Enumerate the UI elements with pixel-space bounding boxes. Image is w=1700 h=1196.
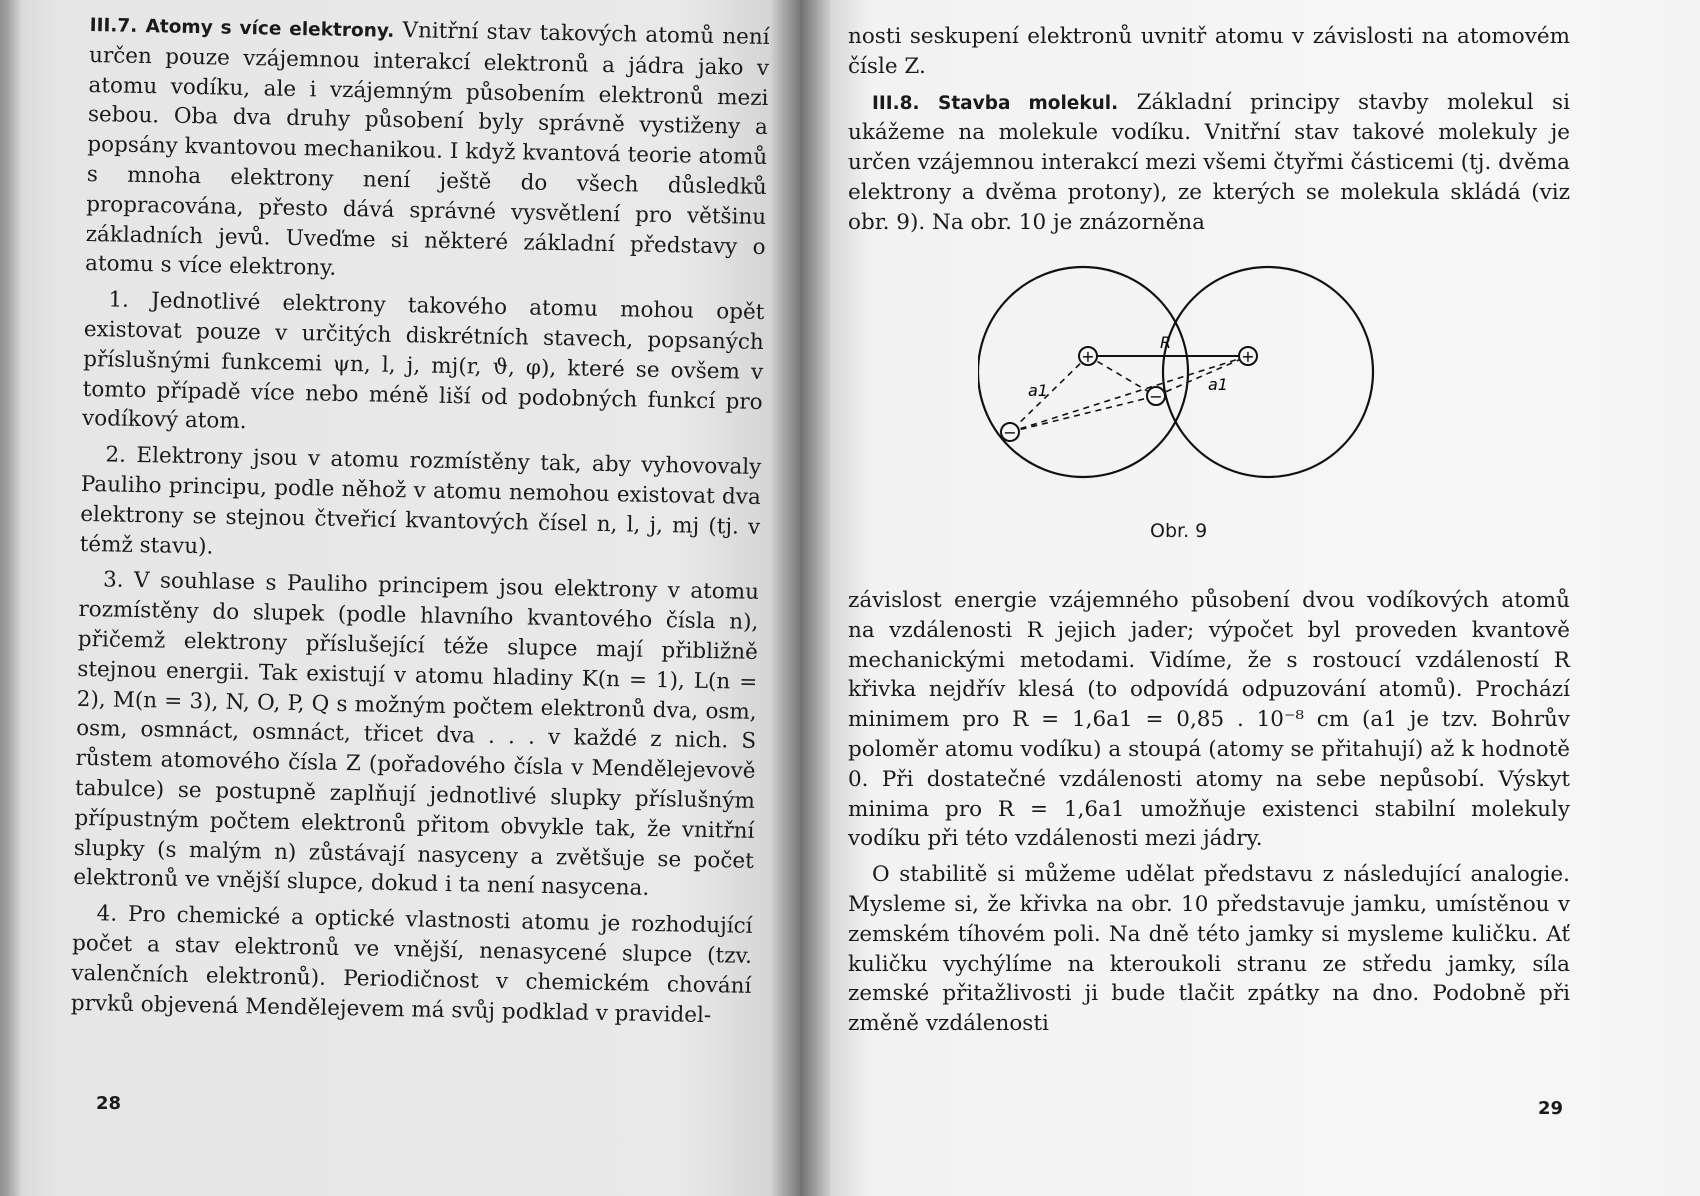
list-item-1: 1. Jednotlivé elektrony takového atomu mohou opět existovat pouze v určitých diskrétních stavech, popsaných příslušnými funkcemi ψn, l, j, mj(r, ϑ, φ), které se ovšem v tomto případě více nebo méně liší od podobných funkcí pro vodíkový atom. bbox=[81, 287, 765, 435]
dashed-line-proton-electron bbox=[1088, 356, 1156, 396]
figure-hydrogen-molecule bbox=[978, 262, 1398, 484]
electron-left-sign: − bbox=[1003, 423, 1017, 442]
page-number-right: 29 bbox=[1538, 1098, 1564, 1119]
dashed-line-electrons bbox=[1010, 396, 1156, 432]
stability-paragraph: O stabilitě si můžeme udělat představu z následující analogie. Mysleme si, že křivka na obr. 10 představuje jamku, umístěnou v zemském tíhovém poli. Na dně této jamky si mysleme kuličku. Ať kuličku vychýlíme na kteroukoli stranu ze středu jamky, síla zemské přitažlivosti ji bude tlačit zpátky na dno. Podobně při změně vzdálenosti bbox=[848, 862, 1570, 1037]
right-page-top-text bbox=[848, 22, 1570, 244]
section-body-text: Základní principy stavby molekul si ukážeme na molekule vodíku. Vnitřní stav takové molekuly je určen vzájemnou interakcí mezi všemi čtyřmi částicemi (tj. dvěma elektrony a dvěma protony), ze kterých se molekula skládá (viz obr. 9). Na obr. 10 je znázorněna bbox=[848, 89, 1570, 235]
page-edge-shadow bbox=[0, 0, 22, 1196]
left-page bbox=[0, 0, 800, 1196]
section-title: Atomy s více elektrony. bbox=[145, 16, 395, 42]
dashed-line-a1-right bbox=[1156, 356, 1248, 396]
label-R: R bbox=[1160, 333, 1172, 352]
section-intro-text: Vnitřní stav takových atomů není určen pouze vzájemnou interakcí elektronů a jádra jako v atomu vodíku, ale i vzájemným působením elektronů mezi sebou. Oba dva druhy působení byly správně vystiženy a popsány kvantovou mechanikou. I když kvantová teorie atomů s mnoha elektrony není ještě do všech důsledků propracována, přesto dává správné vysvětlení pro většinu základních jevů. Uveďme si některé základní představy o atomu s více elektrony. bbox=[84, 18, 770, 282]
right-page bbox=[800, 0, 1700, 1196]
label-a1-left: a1 bbox=[1028, 381, 1048, 400]
section-number: III.7. bbox=[89, 14, 138, 37]
continuation-text: nosti seskupení elektronů uvnitř atomu v závislosti na atomovém čísle Z. bbox=[848, 24, 1570, 79]
section-title: Stavba molekul. bbox=[938, 92, 1119, 114]
list-item-4: 4. Pro chemické a optické vlastnosti atomu je rozhodující počet a stav elektronů ve vnější, nenasycené slupce (tzv. valenčních elektronů). Periodičnost v chemickém chování prvků objevená Mendělejevem má svůj podklad v pravidel- bbox=[70, 901, 753, 1028]
right-page-bottom-text bbox=[848, 586, 1570, 1045]
label-a1-right: a1 bbox=[1208, 375, 1228, 394]
book-gutter bbox=[770, 0, 830, 1196]
page-number-left: 28 bbox=[96, 1093, 122, 1114]
section-iii8-text bbox=[848, 88, 1570, 238]
after-figure-paragraph: závislost energie vzájemného působení dvou vodíkových atomů na vzdálenosti R jejich jader; výpočet byl proveden kvantově mechanickými metodami. Vidíme, že s rostoucí vzdáleností R křivka nejdřív klesá (to odpovídá odpuzování atomů). Prochází minimem pro R = 1,6a1 = 0,85 . 10⁻⁸ cm (a1 je tzv. Bohrův poloměr atomu vodíku) a stoupá (atomy se přitahují) až k hodnotě 0. Při dostatečné vzdálenosti atomy na sebe nepůsobí. Výskyt minima pro R = 1,6a1 umožňuje existenci stabilní molekuly vodíku při této vzdálenosti mezi jádry. bbox=[848, 588, 1570, 852]
section-iii7-intro bbox=[85, 10, 770, 292]
left-page-text bbox=[71, 10, 770, 1037]
figure-diagram bbox=[978, 262, 1398, 484]
figure-caption: Obr. 9 bbox=[1150, 520, 1208, 542]
electron-center-sign: − bbox=[1149, 387, 1163, 406]
proton-right-sign: + bbox=[1241, 347, 1255, 366]
proton-left-sign: + bbox=[1081, 347, 1095, 366]
list-item-2: 2. Elektrony jsou v atomu rozmístěny tak, aby vyhovovaly Pauliho principu, podle něhož v atomu nemohou existovat dva elektrony se stejnou čtveřicí kvantových čísel n, l, j, mj (tj. v témž stavu). bbox=[79, 442, 762, 560]
atom-circle-left bbox=[978, 267, 1188, 477]
list-item-3: 3. V souhlase s Pauliho principem jsou elektrony v atomu rozmístěny do slupek (podle hlavního kvantového čísla n), přičemž elektrony příslušející téže slupce mají přibližně stejnou energii. Tak existují v atomu hladiny K(n = 1), L(n = 2), M(n = 3), N, O, P, Q s možným počtem elektronů dva, osm, osm, osmnáct, osmnáct, třicet dva . . . v každé z nich. S růstem atomového čísla Z (pořadového čísla v Mendělejevově tabulce) se postupně zaplňují jednotlivé slupky příslušným přípustným počtem elektronů přitom obvykle tak, že vnitřní slupky (s malým n) zůstávají nasyceny a zvětšuje se počet elektronů ve vnější slupce, dokud i ta není nasycena. bbox=[73, 567, 760, 902]
dashed-line-a1-left bbox=[1010, 356, 1088, 432]
section-number: III.8. bbox=[872, 92, 920, 114]
atom-circle-right bbox=[1163, 267, 1373, 477]
